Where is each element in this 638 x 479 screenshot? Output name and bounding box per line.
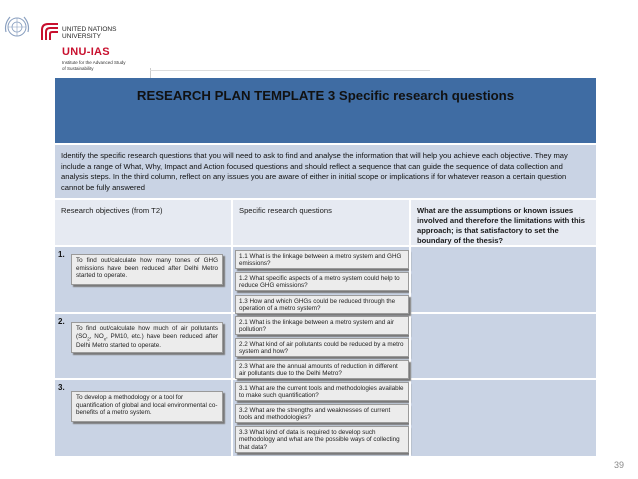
question-box: 2.3 What are the annual amounts of reduction in different air pollutants due to the Delhi Metro?: [235, 360, 409, 379]
unu-mark-icon: [40, 22, 60, 42]
questions-cell: [231, 380, 409, 456]
table-row: [55, 247, 596, 314]
objective-box: To find out/calculate how many tones of GHG emissions have been reduced after Delhi Metro started to operate.: [71, 254, 223, 285]
logo-org-line2: UNIVERSITY: [62, 33, 102, 40]
row-number: 3.: [58, 383, 65, 392]
objective-cell: [55, 247, 231, 312]
objective-text-mid: , NO: [89, 332, 104, 340]
header-objectives: Research objectives (from T2): [61, 206, 163, 215]
table-header-row: [55, 200, 596, 247]
header-assumptions: What are the assumptions or known issues involved and therefore the limitations with this approach; is that satisfactory to set the boundary of the thesis?: [409, 200, 596, 245]
table-intro: Identify the specific research questions that you will need to ask to find and analyse the information that will help you achieve each objective. They may include a range of What, Why, Impact and Action focused questions and should reflect a sequence that can guide the sequence of data collection and analysis steps. In the third column, reflect on any issues you are aware of either in initial scope or implications if for whatever reason a certain question cannot be fully answered: [61, 151, 568, 192]
question-box: 3.1 What are the current tools and methodologies available to make such quantification?: [235, 382, 409, 401]
header-questions: Specific research questions: [231, 200, 409, 245]
table-title: RESEARCH PLAN TEMPLATE 3 Specific research questions: [136, 88, 515, 103]
objective-cell: [55, 380, 231, 456]
question-box: 3.3 What kind of data is required to develop such methodology and what are the possible ways of collecting that data?: [235, 426, 409, 453]
table-row: [55, 314, 596, 380]
question-box: 1.2 What specific aspects of a metro system could help to reduce GHG emissions?: [235, 272, 409, 291]
objective-box: To develop a methodology or a tool for quantification of global and local environmental co-benefits of a metro system.: [71, 391, 223, 422]
questions-cell: [231, 314, 409, 378]
table-row: [55, 380, 596, 458]
question-box: 1.1 What is the linkage between a metro system and GHG emissions?: [235, 250, 409, 269]
logo-unu-ias: UNU-IAS: [62, 46, 110, 58]
row-number: 1.: [58, 250, 65, 259]
page-number: 39: [613, 460, 624, 470]
objective-cell: [55, 314, 231, 378]
questions-cell: [231, 247, 409, 312]
question-box: 2.2 What kind of air pollutants could be reduced by a metro system and how?: [235, 338, 409, 357]
assumptions-cell: [409, 314, 596, 378]
row-number: 2.: [58, 317, 65, 326]
un-emblem-icon: [2, 12, 32, 42]
table-title-row: [55, 78, 596, 145]
question-box: 1.3 How and which GHGs could be reduced through the operation of a metro system?: [235, 295, 409, 314]
assumptions-cell: [409, 247, 596, 312]
table-intro-row: [55, 145, 596, 200]
objective-text-suffix: , PM10, etc.) have been reduced after Delhi Metro started to operate.: [76, 332, 218, 350]
assumptions-cell: [409, 380, 596, 456]
research-plan-table: [55, 78, 596, 458]
logo-sub-line2: of Sustainability: [62, 66, 94, 71]
objective-subscript: 2: [87, 335, 90, 341]
logo-org-line1: UNITED NATIONS: [62, 26, 117, 33]
question-box: 2.1 What is the linkage between a metro system and air pollution?: [235, 316, 409, 335]
unu-ias-logo: [2, 0, 152, 80]
question-box: 3.2 What are the strengths and weaknesses of current tools and methodologies?: [235, 404, 409, 423]
objective-text-prefix: To find out/calculate how much of air pollutants (SO: [76, 325, 218, 340]
objective-subscript: x: [103, 335, 106, 341]
decorative-line: [150, 70, 430, 71]
objective-box: [71, 322, 223, 353]
logo-sub-line1: Institute for the Advanced Study: [62, 60, 126, 65]
